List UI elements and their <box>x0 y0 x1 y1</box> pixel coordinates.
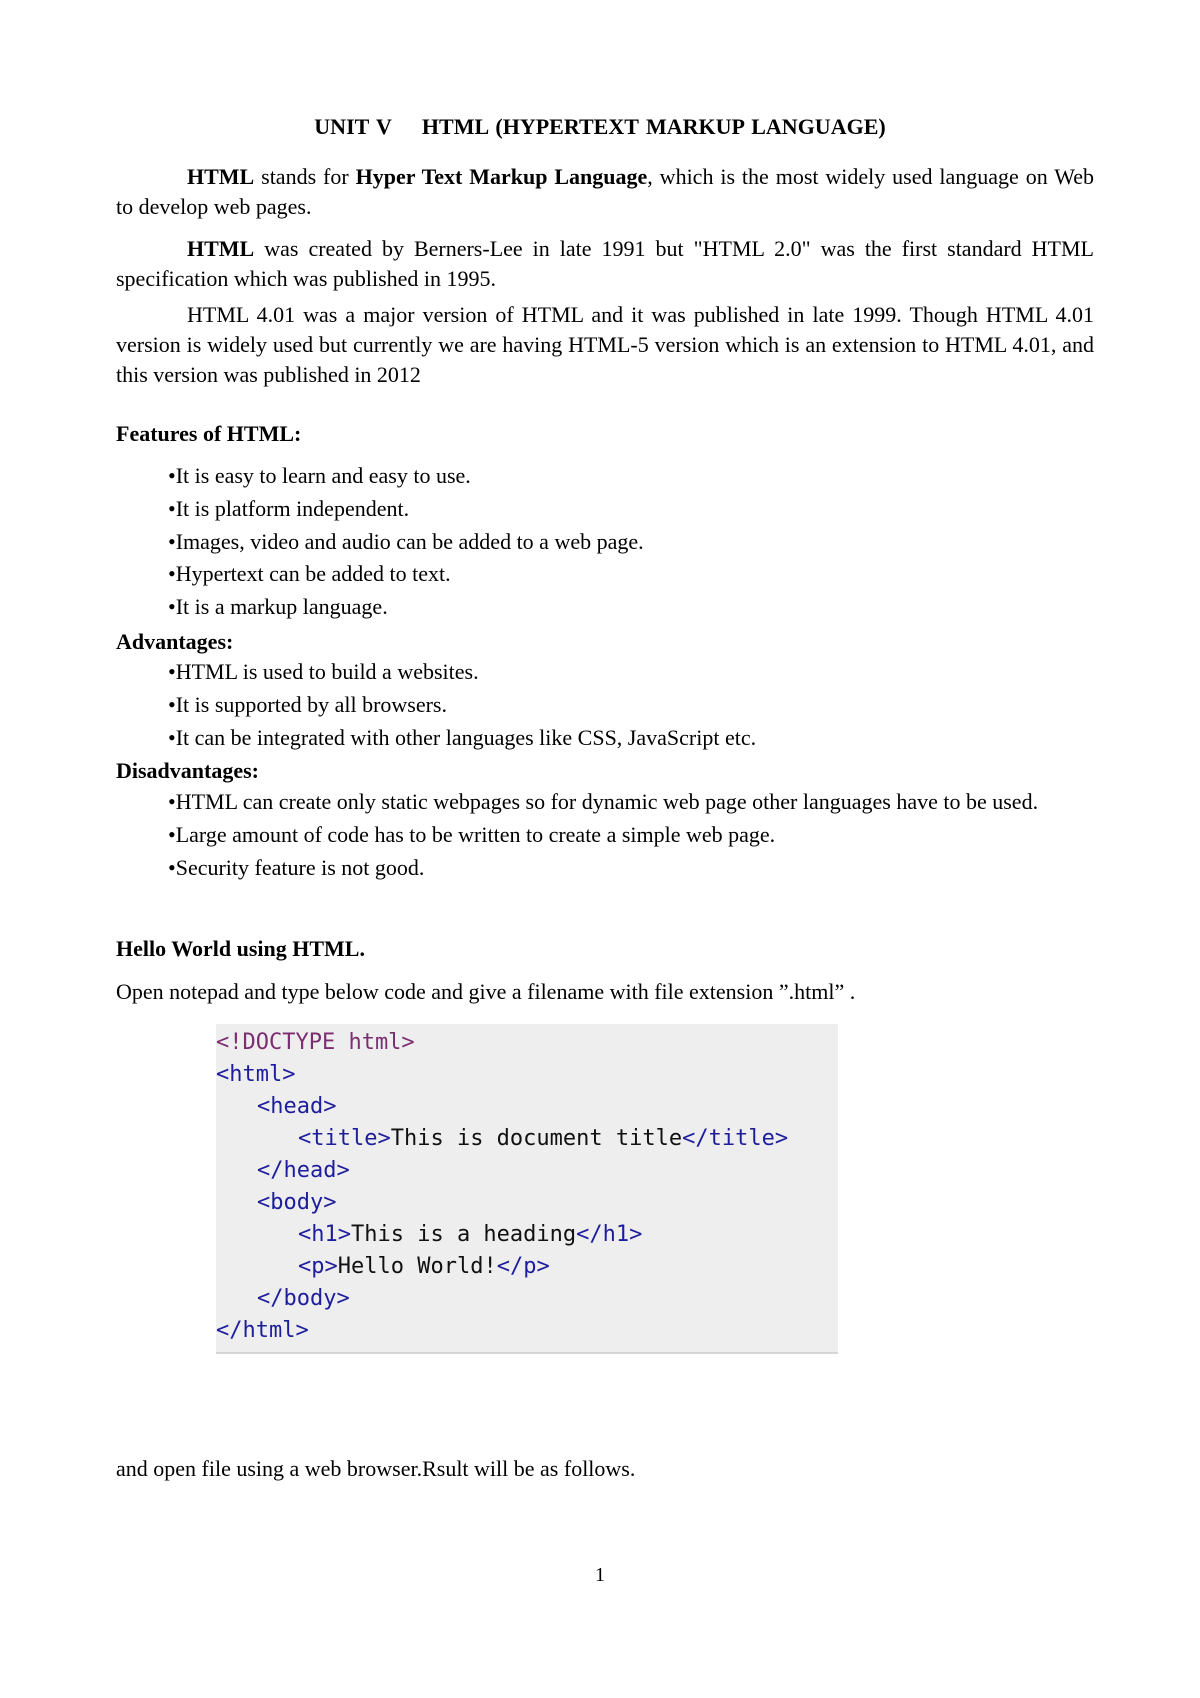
list-item-text: It is supported by all browsers. <box>175 691 447 717</box>
code-line <box>257 1187 336 1219</box>
intro-bold-html: HTML <box>187 164 255 189</box>
code-tag: <p> <box>298 1254 338 1279</box>
list-item <box>168 493 1094 526</box>
bullet-icon: • <box>168 789 176 814</box>
intro-text: HTML 4.01 was a major version of HTML and it was published in late 1999. Though HTML 4.01 version is widely used but currently we are having HTML-5 version which is an extension to HTML 4.01, and this version was published in 2012 <box>116 302 1094 387</box>
list-item-text: It can be integrated with other languages like CSS, JavaScript etc. <box>175 724 757 750</box>
code-line <box>298 1219 642 1251</box>
list-item-text: Hypertext can be added to text. <box>175 561 451 587</box>
list-item <box>168 460 1094 493</box>
intro-text: stands for <box>254 164 356 189</box>
list-item-text: HTML can create only static webpages so for dynamic web page other languages have to be used. <box>175 789 1039 814</box>
list-item <box>168 852 1094 885</box>
list-item-text: Security feature is not good. <box>175 854 425 880</box>
bullet-icon: • <box>168 463 176 488</box>
code-line <box>257 1283 350 1315</box>
list-item <box>168 689 1094 722</box>
code-tag: </h1> <box>576 1222 643 1247</box>
intro-paragraph-3 <box>116 300 1094 390</box>
code-doctype: <!DOCTYPE html> <box>216 1030 415 1055</box>
disadvantages-list <box>168 786 1094 884</box>
bullet-icon: • <box>168 691 176 717</box>
code-line <box>216 1315 309 1347</box>
code-tag: <head> <box>257 1094 337 1119</box>
features-list <box>168 460 1094 624</box>
list-item <box>168 526 1094 559</box>
code-line <box>216 1027 415 1059</box>
code-text: Hello World! <box>337 1254 497 1279</box>
followup-text: and open file using a web browser.Rsult will be as follows. <box>116 1456 636 1481</box>
instruction-text: Open notepad and type below code and give a filename with file extension ”.html” . <box>116 979 856 1004</box>
intro-paragraph-2 <box>116 234 1094 294</box>
code-block <box>216 1024 838 1354</box>
hello-world-heading: Hello World using HTML. <box>116 936 365 961</box>
bullet-icon: • <box>168 561 176 587</box>
code-line <box>257 1091 336 1123</box>
code-tag: </body> <box>257 1286 350 1311</box>
advantages-list <box>168 656 1094 754</box>
list-item-text: It is platform independent. <box>175 495 410 521</box>
list-item <box>168 722 1094 755</box>
code-tag: <title> <box>298 1126 391 1151</box>
bullet-icon: • <box>168 724 176 750</box>
list-item <box>168 819 1094 852</box>
code-line <box>298 1251 550 1283</box>
intro-bold-html: HTML <box>187 236 255 261</box>
bullet-icon: • <box>168 528 176 554</box>
intro-paragraph-1 <box>116 162 1094 222</box>
bullet-icon: • <box>168 821 176 847</box>
code-tag: <h1> <box>298 1222 351 1247</box>
code-text: This is document title <box>390 1126 683 1151</box>
bullet-icon: • <box>168 495 176 521</box>
features-heading: Features of HTML: <box>116 421 302 446</box>
page-number: 1 <box>595 1564 605 1586</box>
intro-text: , which is the most widely used language on Web to develop web pages. <box>116 164 1094 219</box>
list-item-text: Images, video and audio can be added to a web page. <box>175 528 644 554</box>
list-item <box>168 558 1094 591</box>
code-tag: </head> <box>257 1158 350 1183</box>
list-item-text: It is easy to learn and easy to use. <box>175 463 471 488</box>
list-item-text: It is a markup language. <box>175 594 388 620</box>
code-tag: </p> <box>496 1254 550 1279</box>
code-line <box>257 1155 350 1187</box>
code-tag: </html> <box>216 1318 309 1343</box>
bullet-icon: • <box>168 854 176 880</box>
unit-subject: HTML (HYPERTEXT MARKUP LANGUAGE) <box>421 114 886 139</box>
list-item <box>168 591 1094 624</box>
list-item-text: HTML is used to build a websites. <box>175 659 479 684</box>
page-title <box>0 114 1200 140</box>
code-tag: <html> <box>216 1062 296 1087</box>
code-tag: <body> <box>257 1190 337 1215</box>
bullet-icon: • <box>168 659 176 684</box>
advantages-heading: Advantages: <box>116 629 234 654</box>
code-text: This is a heading <box>350 1222 577 1247</box>
code-line <box>216 1059 295 1091</box>
list-item-text: Large amount of code has to be written to create a simple web page. <box>175 821 776 847</box>
intro-bold-term: Hyper Text Markup Language <box>355 164 648 189</box>
disadvantages-heading: Disadvantages: <box>116 758 260 783</box>
bullet-icon: • <box>168 594 176 620</box>
intro-text: was created by Berners-Lee in late 1991 but "HTML 2.0" was the first standard HTML specification which was published in 1995. <box>116 236 1094 291</box>
unit-label: UNIT V <box>314 114 392 139</box>
code-line <box>298 1123 788 1155</box>
list-item <box>168 786 1094 819</box>
code-tag: </title> <box>682 1126 789 1151</box>
list-item <box>168 656 1094 689</box>
